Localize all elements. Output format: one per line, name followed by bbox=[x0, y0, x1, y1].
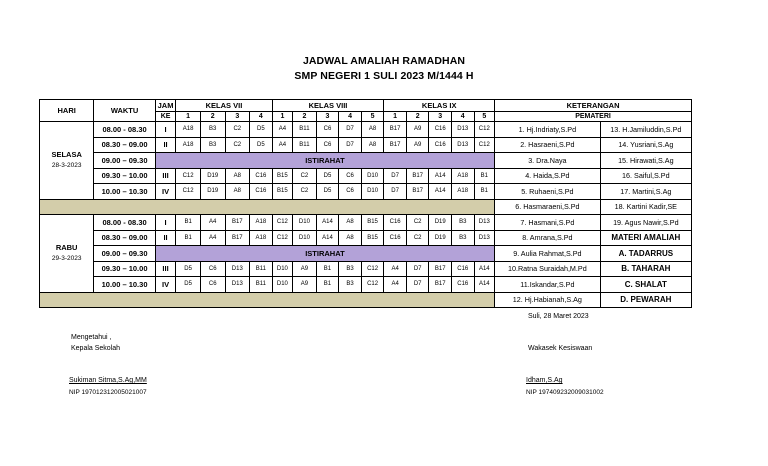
time-cell: 08.30 – 09.00 bbox=[94, 230, 156, 246]
class-code-cell: C16 bbox=[451, 277, 474, 293]
class-code-cell: B11 bbox=[250, 261, 273, 277]
class-code-cell: D19 bbox=[200, 184, 225, 200]
class-code-cell: C12 bbox=[474, 137, 495, 153]
day-cell bbox=[40, 215, 94, 293]
class-code-cell: A8 bbox=[339, 215, 362, 231]
materi-entry: C. SHALAT bbox=[600, 277, 691, 293]
jam-ke-cell: I bbox=[155, 122, 176, 138]
header-jam: JAM bbox=[155, 100, 176, 112]
class-code-cell: B17 bbox=[384, 122, 407, 138]
jam-ke-cell: II bbox=[155, 230, 176, 246]
pemateri-entry: 17. Martini,S.Ag bbox=[600, 184, 691, 200]
place-date: Suli, 28 Maret 2023 bbox=[528, 313, 589, 320]
class-code-cell: B3 bbox=[451, 230, 474, 246]
pemateri-entry: 3. Dra.Naya bbox=[495, 153, 601, 169]
class-code-cell: A4 bbox=[200, 215, 225, 231]
class-code-cell: C16 bbox=[384, 230, 407, 246]
class-code-cell: A9 bbox=[406, 122, 429, 138]
time-cell: 09.00 – 09.30 bbox=[94, 246, 156, 262]
day-date: 29-3-2023 bbox=[51, 255, 82, 263]
schedule-table bbox=[39, 99, 692, 308]
class-code-cell: D5 bbox=[176, 277, 201, 293]
pemateri-entry: 1. Hj.Indriaty,S.Pd bbox=[495, 122, 601, 138]
kepala-sekolah-label: Kepala Sekolah bbox=[71, 345, 121, 352]
time-cell: 08.00 - 08.30 bbox=[94, 215, 156, 231]
class-code-cell: D13 bbox=[225, 277, 250, 293]
class-code-cell: A18 bbox=[176, 122, 201, 138]
schedule-row bbox=[40, 215, 692, 231]
separator-band bbox=[40, 199, 495, 215]
class-code-cell: D7 bbox=[339, 122, 362, 138]
class-code-cell: C2 bbox=[225, 137, 250, 153]
header-kelas-ix: KELAS IX bbox=[384, 100, 495, 112]
time-cell: 08.30 – 09.00 bbox=[94, 137, 156, 153]
class-code-cell: A4 bbox=[272, 137, 293, 153]
class-code-cell: A18 bbox=[451, 168, 474, 184]
istirahat-cell: ISTIRAHAT bbox=[155, 246, 494, 262]
jam-ke-cell: III bbox=[155, 261, 176, 277]
time-cell: 10.00 – 10.30 bbox=[94, 277, 156, 293]
class-code-cell: D7 bbox=[406, 277, 429, 293]
pemateri-entry: 19. Agus Nawir,S.Pd bbox=[600, 215, 691, 231]
class-code-cell: B17 bbox=[406, 168, 429, 184]
time-cell: 09.30 – 10.00 bbox=[94, 261, 156, 277]
schedule-row bbox=[40, 277, 692, 293]
class-code-cell: D5 bbox=[176, 261, 201, 277]
header-k8-col: 4 bbox=[339, 112, 362, 122]
class-code-cell: D7 bbox=[339, 137, 362, 153]
class-code-cell: A8 bbox=[225, 168, 250, 184]
time-cell: 10.00 – 10.30 bbox=[94, 184, 156, 200]
class-code-cell: B17 bbox=[225, 215, 250, 231]
class-code-cell: B1 bbox=[316, 277, 339, 293]
class-code-cell: A9 bbox=[293, 261, 317, 277]
pemateri-entry: 16. Saiful,S.Pd bbox=[600, 168, 691, 184]
header-k8-col: 2 bbox=[293, 112, 317, 122]
class-code-cell: A18 bbox=[250, 215, 273, 231]
class-code-cell: D13 bbox=[451, 122, 474, 138]
document-title: JADWAL AMALIAH RAMADHAN bbox=[302, 55, 466, 67]
header-k7-col: 3 bbox=[225, 112, 250, 122]
class-code-cell: A14 bbox=[429, 168, 452, 184]
class-code-cell: D5 bbox=[316, 168, 339, 184]
class-code-cell: A8 bbox=[339, 230, 362, 246]
class-code-cell: C2 bbox=[406, 230, 429, 246]
class-code-cell: A18 bbox=[176, 137, 201, 153]
pemateri-entry: 18. Kartini Kadir,SE bbox=[600, 199, 691, 215]
class-code-cell: B11 bbox=[293, 122, 317, 138]
class-code-cell: D10 bbox=[272, 261, 293, 277]
class-code-cell: B1 bbox=[474, 168, 495, 184]
class-code-cell: A4 bbox=[200, 230, 225, 246]
class-code-cell: D13 bbox=[474, 230, 495, 246]
class-code-cell: B3 bbox=[451, 215, 474, 231]
class-code-cell: D13 bbox=[225, 261, 250, 277]
header-pemateri: PEMATERI bbox=[495, 112, 692, 122]
class-code-cell: C6 bbox=[316, 122, 339, 138]
class-code-cell: C2 bbox=[225, 122, 250, 138]
class-code-cell: D10 bbox=[293, 215, 317, 231]
class-code-cell: A14 bbox=[474, 261, 495, 277]
schedule-row bbox=[40, 168, 692, 184]
class-code-cell: D5 bbox=[316, 184, 339, 200]
jam-ke-cell: IV bbox=[155, 184, 176, 200]
time-cell: 08.00 - 08.30 bbox=[94, 122, 156, 138]
header-k8-col: 5 bbox=[361, 112, 384, 122]
class-code-cell: D13 bbox=[451, 137, 474, 153]
class-code-cell: A9 bbox=[293, 277, 317, 293]
header-jam-ke: KE bbox=[155, 112, 176, 122]
class-code-cell: C6 bbox=[200, 261, 225, 277]
class-code-cell: D10 bbox=[272, 277, 293, 293]
header-k9-col: 1 bbox=[384, 112, 407, 122]
schedule-row bbox=[40, 153, 692, 169]
class-code-cell: C6 bbox=[200, 277, 225, 293]
pemateri-entry: 4. Haida,S.Pd bbox=[495, 168, 601, 184]
class-code-cell: C16 bbox=[451, 261, 474, 277]
class-code-cell: C12 bbox=[272, 230, 293, 246]
class-code-cell: B15 bbox=[361, 230, 384, 246]
class-code-cell: B3 bbox=[200, 137, 225, 153]
class-code-cell: B1 bbox=[176, 215, 201, 231]
materi-entry: D. PEWARAH bbox=[600, 292, 691, 308]
class-code-cell: C12 bbox=[176, 168, 201, 184]
class-code-cell: B15 bbox=[272, 168, 293, 184]
class-code-cell: C16 bbox=[250, 184, 273, 200]
class-code-cell: D7 bbox=[384, 168, 407, 184]
class-code-cell: D13 bbox=[474, 215, 495, 231]
kepala-sekolah-nip: NIP 197012312005021007 bbox=[69, 389, 147, 396]
pemateri-entry: 2. Hasraeni,S.Pd bbox=[495, 137, 601, 153]
header-k8-col: 1 bbox=[272, 112, 293, 122]
separator-row bbox=[40, 292, 692, 308]
jam-ke-cell: II bbox=[155, 137, 176, 153]
pemateri-entry: 10.Ratna Suraidah,M.Pd bbox=[495, 261, 601, 277]
separator-row bbox=[40, 199, 692, 215]
class-code-cell: C12 bbox=[361, 261, 384, 277]
class-code-cell: C6 bbox=[339, 184, 362, 200]
pemateri-entry: 7. Hasmani,S.Pd bbox=[495, 215, 601, 231]
schedule-row bbox=[40, 230, 692, 246]
class-code-cell: D19 bbox=[200, 168, 225, 184]
class-code-cell: A8 bbox=[361, 122, 384, 138]
kepala-sekolah-name: Sukiman Sitma,S.Ag,MM bbox=[69, 377, 147, 384]
separator-band bbox=[40, 292, 495, 308]
header-k7-col: 4 bbox=[250, 112, 273, 122]
class-code-cell: B1 bbox=[474, 184, 495, 200]
class-code-cell: C16 bbox=[250, 168, 273, 184]
class-code-cell: A14 bbox=[316, 230, 339, 246]
header-k7-col: 1 bbox=[176, 112, 201, 122]
class-code-cell: A14 bbox=[316, 215, 339, 231]
class-code-cell: B3 bbox=[339, 277, 362, 293]
class-code-cell: D7 bbox=[384, 184, 407, 200]
schedule-row bbox=[40, 246, 692, 262]
class-code-cell: D19 bbox=[429, 230, 452, 246]
jam-ke-cell: III bbox=[155, 168, 176, 184]
class-code-cell: A8 bbox=[225, 184, 250, 200]
class-code-cell: B11 bbox=[250, 277, 273, 293]
class-code-cell: D7 bbox=[406, 261, 429, 277]
class-code-cell: D10 bbox=[361, 168, 384, 184]
materi-entry: A. TADARRUS bbox=[600, 246, 691, 262]
day-date: 28-3-2023 bbox=[51, 162, 82, 170]
header-k9-col: 3 bbox=[429, 112, 452, 122]
class-code-cell: D10 bbox=[361, 184, 384, 200]
class-code-cell: B15 bbox=[272, 184, 293, 200]
class-code-cell: A4 bbox=[272, 122, 293, 138]
class-code-cell: A8 bbox=[361, 137, 384, 153]
class-code-cell: B17 bbox=[406, 184, 429, 200]
class-code-cell: D10 bbox=[293, 230, 317, 246]
wakasek-name: Idham,S.Ag bbox=[526, 377, 563, 384]
class-code-cell: B1 bbox=[176, 230, 201, 246]
class-code-cell: A4 bbox=[384, 277, 407, 293]
header-hari: HARI bbox=[40, 100, 94, 122]
schedule-row bbox=[40, 261, 692, 277]
wakasek-nip: NIP 197409232009031002 bbox=[526, 389, 604, 396]
schedule-row bbox=[40, 184, 692, 200]
pemateri-entry: 5. Ruhaeni,S.Pd bbox=[495, 184, 601, 200]
class-code-cell: B17 bbox=[429, 277, 452, 293]
class-code-cell: A9 bbox=[406, 137, 429, 153]
istirahat-cell: ISTIRAHAT bbox=[155, 153, 494, 169]
class-code-cell: C2 bbox=[293, 184, 317, 200]
header-kelas-viii: KELAS VIII bbox=[272, 100, 384, 112]
class-code-cell: A14 bbox=[429, 184, 452, 200]
materi-entry: B. TAHARAH bbox=[600, 261, 691, 277]
jam-ke-cell: I bbox=[155, 215, 176, 231]
class-code-cell: C2 bbox=[406, 215, 429, 231]
class-code-cell: B17 bbox=[225, 230, 250, 246]
class-code-cell: A18 bbox=[250, 230, 273, 246]
class-code-cell: A18 bbox=[451, 184, 474, 200]
schedule-row bbox=[40, 137, 692, 153]
day-name: RABU bbox=[55, 243, 78, 253]
header-k9-col: 5 bbox=[474, 112, 495, 122]
pemateri-entry: 11.Iskandar,S.Pd bbox=[495, 277, 601, 293]
class-code-cell: B3 bbox=[200, 122, 225, 138]
class-code-cell: A14 bbox=[474, 277, 495, 293]
day-name: SELASA bbox=[51, 150, 82, 160]
class-code-cell: C12 bbox=[176, 184, 201, 200]
pemateri-entry: 9. Aulia Rahmat,S.Pd bbox=[495, 246, 601, 262]
class-code-cell: A4 bbox=[384, 261, 407, 277]
class-code-cell: C16 bbox=[429, 137, 452, 153]
class-code-cell: B11 bbox=[293, 137, 317, 153]
class-code-cell: C2 bbox=[293, 168, 317, 184]
class-code-cell: D19 bbox=[429, 215, 452, 231]
header-kelas-vii: KELAS VII bbox=[176, 100, 272, 112]
pemateri-entry: 6. Hasmaraeni,S.Pd bbox=[495, 199, 601, 215]
mengetahui-label: Mengetahui , bbox=[71, 334, 112, 341]
pemateri-entry: 13. H.Jamiluddin,S.Pd bbox=[600, 122, 691, 138]
class-code-cell: C6 bbox=[339, 168, 362, 184]
class-code-cell: B1 bbox=[316, 261, 339, 277]
class-code-cell: C16 bbox=[384, 215, 407, 231]
header-waktu: WAKTU bbox=[94, 100, 156, 122]
header-k9-col: 2 bbox=[406, 112, 429, 122]
class-code-cell: B17 bbox=[384, 137, 407, 153]
jam-ke-cell: IV bbox=[155, 277, 176, 293]
schedule-row bbox=[40, 122, 692, 138]
class-code-cell: C12 bbox=[361, 277, 384, 293]
class-code-cell: B3 bbox=[339, 261, 362, 277]
class-code-cell: C12 bbox=[474, 122, 495, 138]
class-code-cell: C12 bbox=[272, 215, 293, 231]
pemateri-entry: 15. Hirawati,S.Ag bbox=[600, 153, 691, 169]
materi-entry: MATERI AMALIAH bbox=[600, 230, 691, 246]
header-k7-col: 2 bbox=[200, 112, 225, 122]
time-cell: 09.00 – 09.30 bbox=[94, 153, 156, 169]
header-k8-col: 3 bbox=[316, 112, 339, 122]
document-subtitle: SMP NEGERI 1 SULI 2023 M/1444 H bbox=[294, 70, 474, 82]
pemateri-entry: 14. Yusriani,S.Ag bbox=[600, 137, 691, 153]
class-code-cell: B15 bbox=[361, 215, 384, 231]
class-code-cell: C6 bbox=[316, 137, 339, 153]
time-cell: 09.30 – 10.00 bbox=[94, 168, 156, 184]
pemateri-entry: 8. Amrana,S.Pd bbox=[495, 230, 601, 246]
day-cell bbox=[40, 122, 94, 200]
header-k9-col: 4 bbox=[451, 112, 474, 122]
header-keterangan: KETERANGAN bbox=[495, 100, 692, 112]
class-code-cell: C16 bbox=[429, 122, 452, 138]
class-code-cell: D5 bbox=[250, 122, 273, 138]
wakasek-label: Wakasek Kesiswaan bbox=[528, 345, 593, 352]
pemateri-entry: 12. Hj.Habianah,S.Ag bbox=[495, 292, 601, 308]
class-code-cell: B17 bbox=[429, 261, 452, 277]
class-code-cell: D5 bbox=[250, 137, 273, 153]
